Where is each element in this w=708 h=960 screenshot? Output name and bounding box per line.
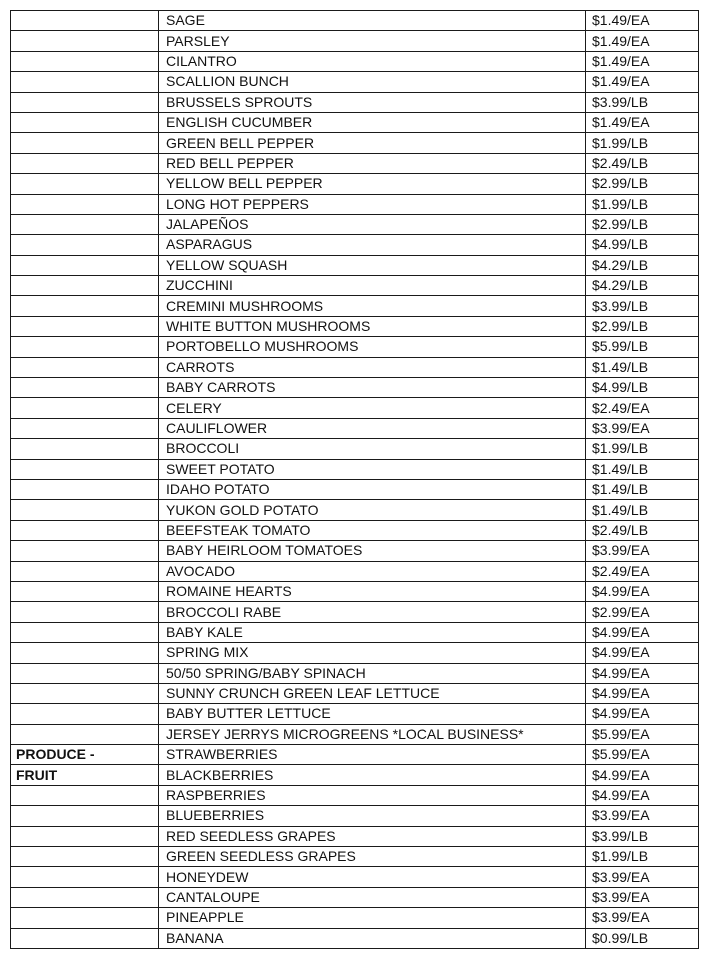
item-name-cell: BLACKBERRIES [159, 765, 586, 785]
category-cell [11, 214, 159, 234]
table-row [11, 622, 699, 642]
price-cell: $4.29/LB [586, 276, 699, 296]
table-row [11, 561, 699, 581]
price-list-table [10, 10, 699, 949]
price-cell: $5.99/EA [586, 724, 699, 744]
table-row [11, 235, 699, 255]
category-cell [11, 316, 159, 336]
category-cell [11, 867, 159, 887]
category-cell [11, 908, 159, 928]
table-row [11, 826, 699, 846]
price-cell: $1.49/LB [586, 500, 699, 520]
category-cell [11, 51, 159, 71]
item-name-cell: CELERY [159, 398, 586, 418]
table-row [11, 541, 699, 561]
price-cell: $2.99/LB [586, 174, 699, 194]
table-row [11, 316, 699, 336]
category-cell [11, 194, 159, 214]
table-row [11, 214, 699, 234]
category-cell [11, 439, 159, 459]
category-cell [11, 174, 159, 194]
item-name-cell: WHITE BUTTON MUSHROOMS [159, 316, 586, 336]
category-cell [11, 704, 159, 724]
category-cell [11, 887, 159, 907]
table-row [11, 357, 699, 377]
price-cell: $3.99/LB [586, 826, 699, 846]
category-cell [11, 928, 159, 948]
price-cell: $1.99/LB [586, 194, 699, 214]
category-cell [11, 92, 159, 112]
item-name-cell: ENGLISH CUCUMBER [159, 112, 586, 132]
price-cell: $3.99/EA [586, 418, 699, 438]
price-cell: $3.99/EA [586, 908, 699, 928]
table-row [11, 459, 699, 479]
item-name-cell: AVOCADO [159, 561, 586, 581]
price-cell: $4.99/EA [586, 785, 699, 805]
table-row [11, 500, 699, 520]
table-row [11, 378, 699, 398]
item-name-cell: BROCCOLI [159, 439, 586, 459]
table-row [11, 908, 699, 928]
price-cell: $1.49/EA [586, 11, 699, 31]
category-cell [11, 724, 159, 744]
price-cell: $2.49/LB [586, 153, 699, 173]
price-cell: $3.99/EA [586, 806, 699, 826]
table-row [11, 847, 699, 867]
price-cell: $4.99/EA [586, 683, 699, 703]
item-name-cell: PINEAPPLE [159, 908, 586, 928]
table-row [11, 11, 699, 31]
table-row [11, 133, 699, 153]
item-name-cell: RED BELL PEPPER [159, 153, 586, 173]
item-name-cell: ROMAINE HEARTS [159, 581, 586, 601]
category-cell [11, 398, 159, 418]
item-name-cell: JALAPEÑOS [159, 214, 586, 234]
item-name-cell: YUKON GOLD POTATO [159, 500, 586, 520]
category-cell [11, 785, 159, 805]
price-cell: $3.99/EA [586, 887, 699, 907]
category-cell: FRUIT [11, 765, 159, 785]
item-name-cell: JERSEY JERRYS MICROGREENS *LOCAL BUSINESS* [159, 724, 586, 744]
table-row [11, 683, 699, 703]
item-name-cell: GREEN SEEDLESS GRAPES [159, 847, 586, 867]
item-name-cell: ZUCCHINI [159, 276, 586, 296]
table-row [11, 112, 699, 132]
item-name-cell: BABY CARROTS [159, 378, 586, 398]
price-cell: $1.49/LB [586, 459, 699, 479]
category-cell [11, 479, 159, 499]
item-name-cell: SUNNY CRUNCH GREEN LEAF LETTUCE [159, 683, 586, 703]
price-cell: $4.29/LB [586, 255, 699, 275]
table-row [11, 765, 699, 785]
item-name-cell: YELLOW BELL PEPPER [159, 174, 586, 194]
category-cell [11, 541, 159, 561]
item-name-cell: STRAWBERRIES [159, 745, 586, 765]
category-cell [11, 11, 159, 31]
table-row [11, 479, 699, 499]
price-cell: $1.49/EA [586, 31, 699, 51]
item-name-cell: CANTALOUPE [159, 887, 586, 907]
item-name-cell: IDAHO POTATO [159, 479, 586, 499]
price-cell: $1.49/EA [586, 72, 699, 92]
category-cell [11, 602, 159, 622]
price-cell: $2.99/LB [586, 316, 699, 336]
price-cell: $4.99/EA [586, 622, 699, 642]
category-cell [11, 847, 159, 867]
table-row [11, 643, 699, 663]
price-cell: $0.99/LB [586, 928, 699, 948]
item-name-cell: PORTOBELLO MUSHROOMS [159, 337, 586, 357]
price-cell: $2.99/EA [586, 602, 699, 622]
category-cell [11, 255, 159, 275]
table-row [11, 724, 699, 744]
price-cell: $2.49/EA [586, 398, 699, 418]
item-name-cell: 50/50 SPRING/BABY SPINACH [159, 663, 586, 683]
price-cell: $4.99/LB [586, 378, 699, 398]
category-cell [11, 561, 159, 581]
category-cell [11, 72, 159, 92]
category-cell [11, 337, 159, 357]
table-row [11, 520, 699, 540]
price-cell: $4.99/LB [586, 235, 699, 255]
price-cell: $3.99/EA [586, 867, 699, 887]
item-name-cell: SPRING MIX [159, 643, 586, 663]
category-cell [11, 276, 159, 296]
item-name-cell: BANANA [159, 928, 586, 948]
price-cell: $4.99/EA [586, 663, 699, 683]
item-name-cell: BROCCOLI RABE [159, 602, 586, 622]
item-name-cell: SAGE [159, 11, 586, 31]
table-row [11, 418, 699, 438]
category-cell [11, 826, 159, 846]
category-cell [11, 622, 159, 642]
table-row [11, 92, 699, 112]
item-name-cell: BRUSSELS SPROUTS [159, 92, 586, 112]
category-cell [11, 683, 159, 703]
category-cell [11, 806, 159, 826]
table-row [11, 31, 699, 51]
table-row [11, 439, 699, 459]
item-name-cell: BABY HEIRLOOM TOMATOES [159, 541, 586, 561]
item-name-cell: RED SEEDLESS GRAPES [159, 826, 586, 846]
item-name-cell: SWEET POTATO [159, 459, 586, 479]
item-name-cell: YELLOW SQUASH [159, 255, 586, 275]
table-row [11, 867, 699, 887]
price-cell: $5.99/EA [586, 745, 699, 765]
category-cell [11, 296, 159, 316]
price-cell: $3.99/EA [586, 541, 699, 561]
item-name-cell: CAULIFLOWER [159, 418, 586, 438]
price-cell: $4.99/EA [586, 704, 699, 724]
table-row [11, 806, 699, 826]
table-row [11, 194, 699, 214]
table-row [11, 398, 699, 418]
category-cell [11, 112, 159, 132]
price-cell: $2.49/LB [586, 520, 699, 540]
item-name-cell: CREMINI MUSHROOMS [159, 296, 586, 316]
item-name-cell: CARROTS [159, 357, 586, 377]
table-row [11, 72, 699, 92]
category-cell: PRODUCE - [11, 745, 159, 765]
item-name-cell: BLUEBERRIES [159, 806, 586, 826]
table-row [11, 153, 699, 173]
price-cell: $2.99/LB [586, 214, 699, 234]
item-name-cell: RASPBERRIES [159, 785, 586, 805]
category-cell [11, 500, 159, 520]
table-row [11, 255, 699, 275]
category-cell [11, 663, 159, 683]
table-row [11, 337, 699, 357]
price-cell: $1.49/LB [586, 479, 699, 499]
category-cell [11, 153, 159, 173]
item-name-cell: CILANTRO [159, 51, 586, 71]
category-cell [11, 235, 159, 255]
category-cell [11, 643, 159, 663]
item-name-cell: BABY BUTTER LETTUCE [159, 704, 586, 724]
category-cell [11, 459, 159, 479]
category-cell [11, 378, 159, 398]
price-cell: $3.99/LB [586, 296, 699, 316]
table-row [11, 887, 699, 907]
table-row [11, 174, 699, 194]
table-row [11, 928, 699, 948]
category-cell [11, 133, 159, 153]
price-cell: $3.99/LB [586, 92, 699, 112]
table-row [11, 581, 699, 601]
item-name-cell: BABY KALE [159, 622, 586, 642]
category-cell [11, 418, 159, 438]
price-cell: $1.99/LB [586, 847, 699, 867]
table-row [11, 276, 699, 296]
table-row [11, 704, 699, 724]
category-cell [11, 357, 159, 377]
item-name-cell: LONG HOT PEPPERS [159, 194, 586, 214]
table-row [11, 51, 699, 71]
price-cell: $5.99/LB [586, 337, 699, 357]
item-name-cell: SCALLION BUNCH [159, 72, 586, 92]
price-cell: $1.49/EA [586, 51, 699, 71]
table-row [11, 745, 699, 765]
category-cell [11, 520, 159, 540]
price-cell: $1.49/LB [586, 357, 699, 377]
price-cell: $2.49/EA [586, 561, 699, 581]
table-row [11, 785, 699, 805]
price-list-body [11, 11, 699, 949]
table-row [11, 663, 699, 683]
item-name-cell: GREEN BELL PEPPER [159, 133, 586, 153]
price-cell: $4.99/EA [586, 765, 699, 785]
price-cell: $4.99/EA [586, 643, 699, 663]
item-name-cell: PARSLEY [159, 31, 586, 51]
price-cell: $1.99/LB [586, 133, 699, 153]
category-cell [11, 31, 159, 51]
price-cell: $4.99/EA [586, 581, 699, 601]
item-name-cell: ASPARAGUS [159, 235, 586, 255]
table-row [11, 296, 699, 316]
price-cell: $1.49/EA [586, 112, 699, 132]
category-cell [11, 581, 159, 601]
item-name-cell: BEEFSTEAK TOMATO [159, 520, 586, 540]
table-row [11, 602, 699, 622]
price-cell: $1.99/LB [586, 439, 699, 459]
item-name-cell: HONEYDEW [159, 867, 586, 887]
